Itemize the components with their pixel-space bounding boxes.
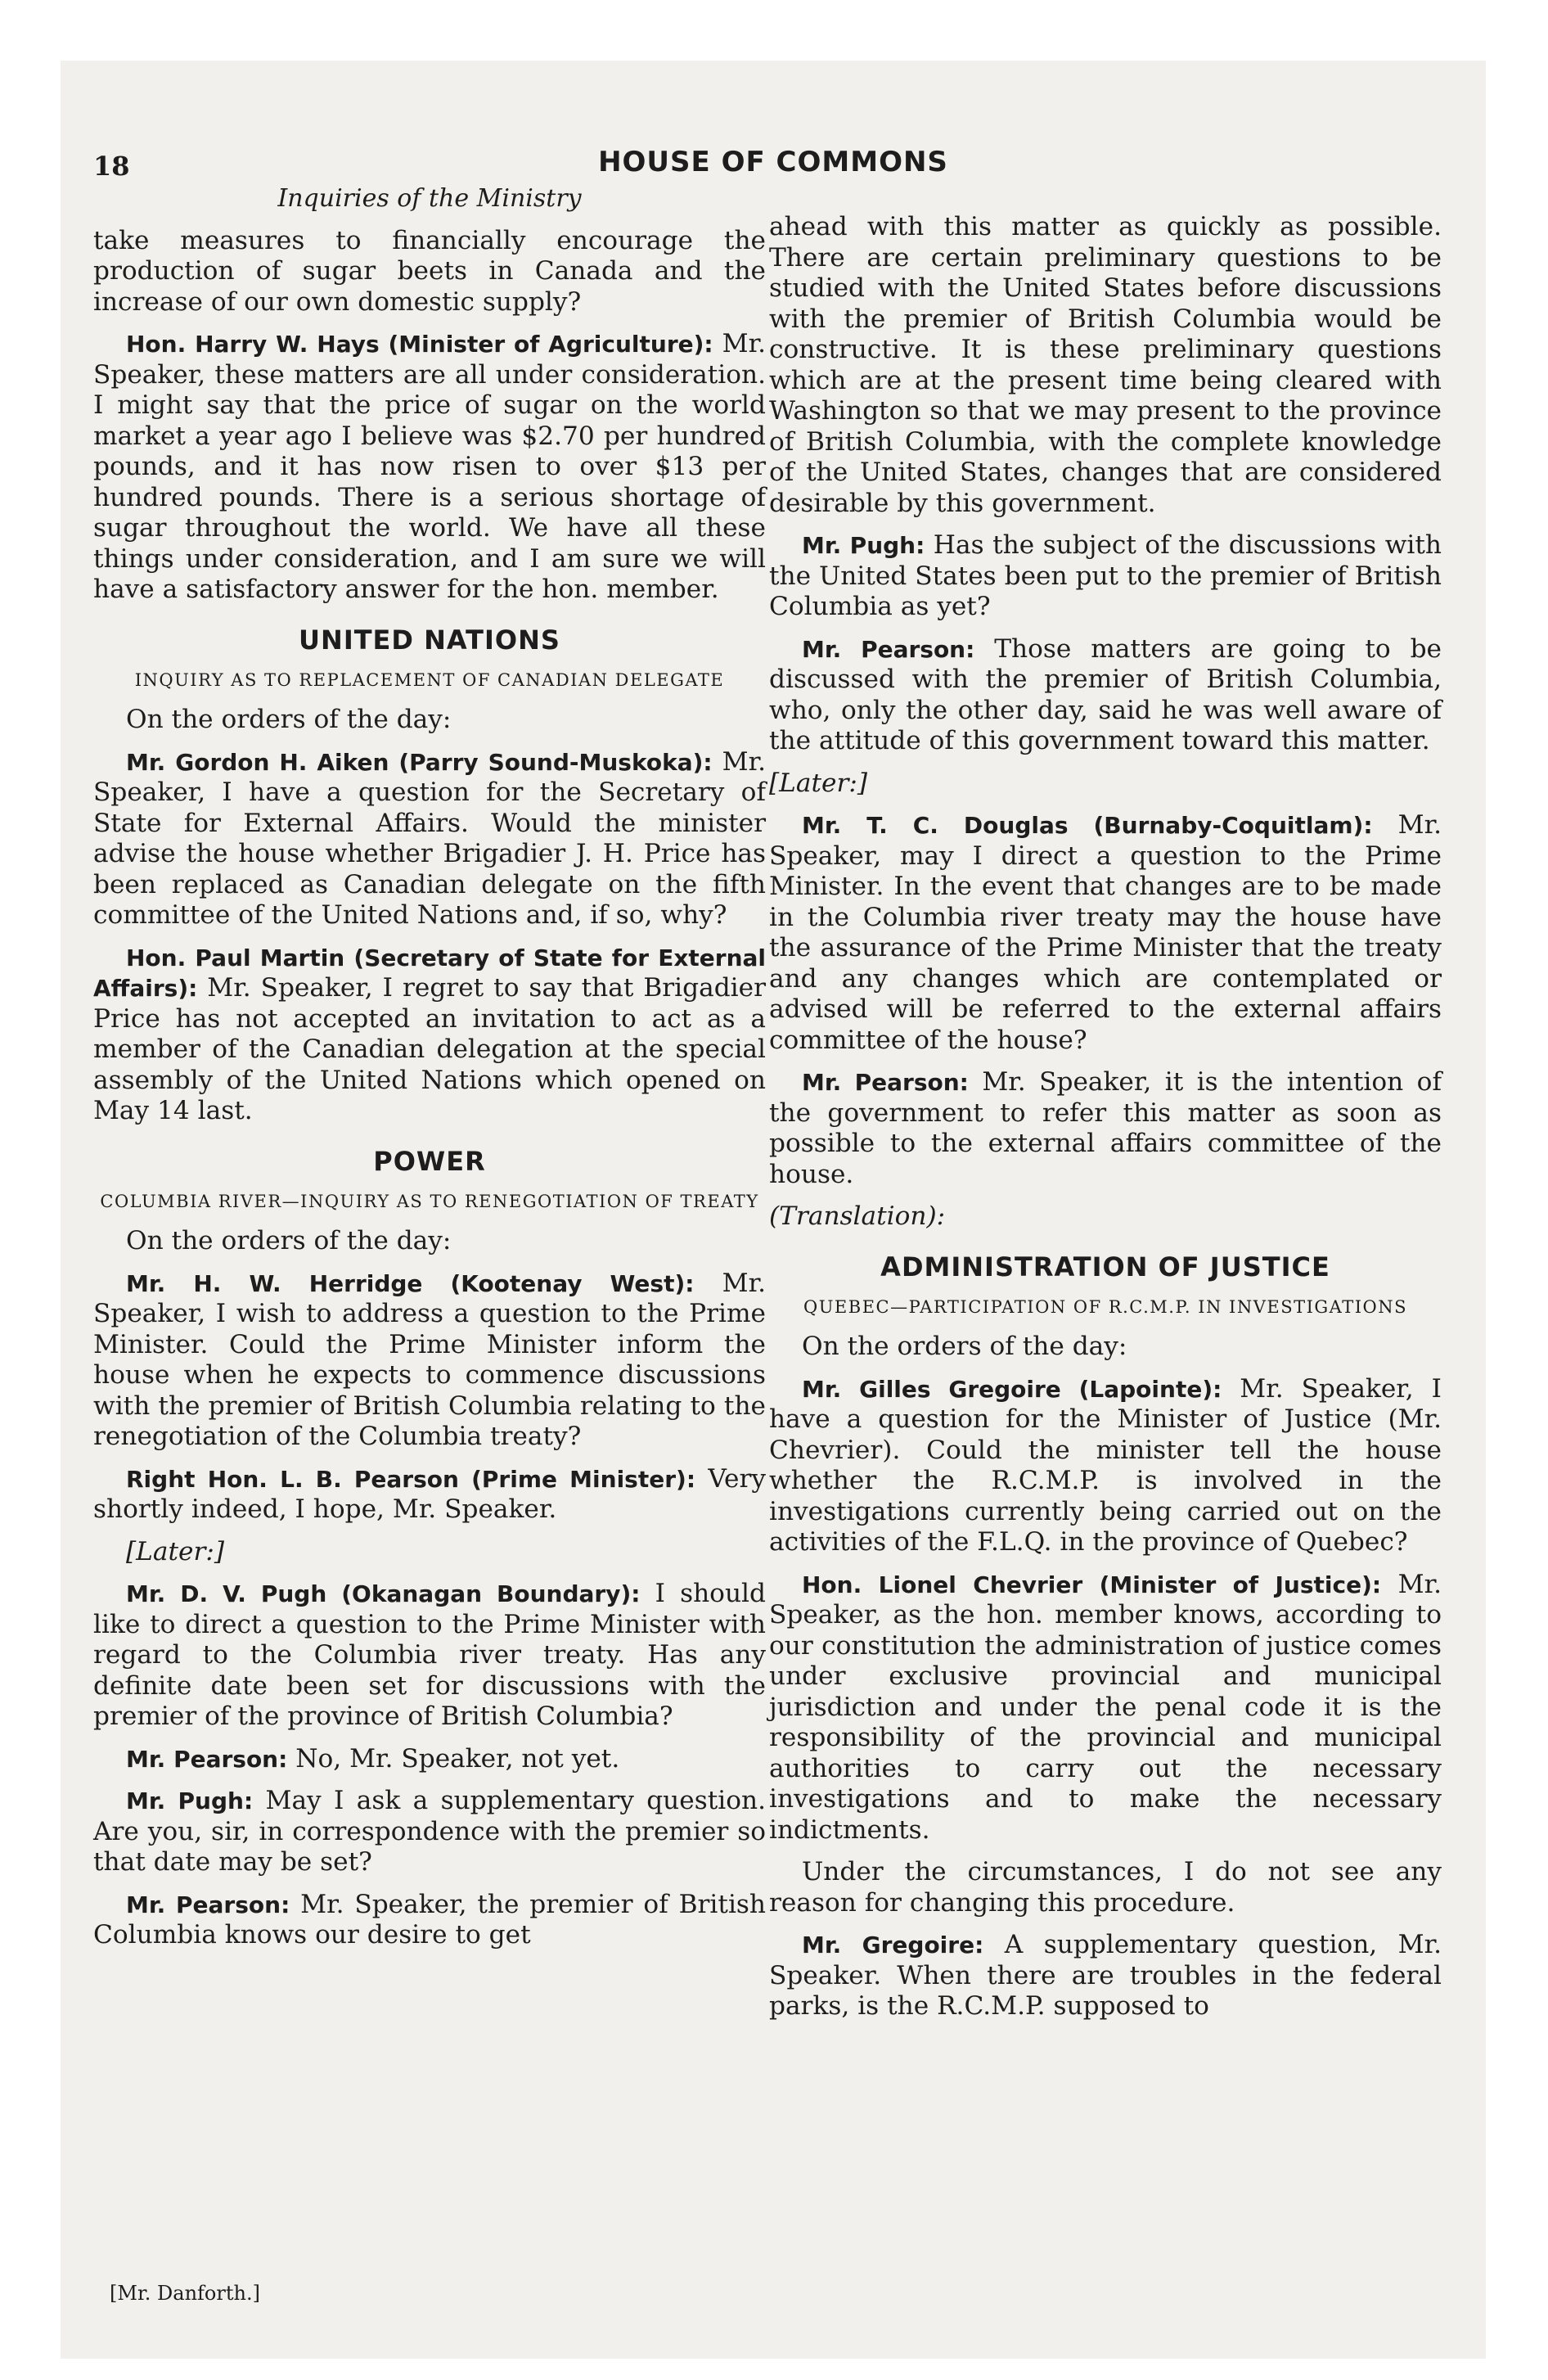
speech-text: Mr. Speaker, I regret to say that Brigadier Price has not accepted an invitation to act as a member of the Canadian delegation at the special assembly of the United Nations which opened on May 14 last. <box>93 973 766 1125</box>
speaker-name: Mr. Pugh: <box>126 1787 254 1814</box>
paragraph <box>769 1930 1442 2022</box>
later-marker: [Later:] <box>126 1536 225 1566</box>
speech-text: Very shortly indeed, I hope, Mr. Speaker. <box>93 1463 766 1524</box>
speaker-name: Mr. Gordon H. Aiken (Parry Sound-Muskoka): <box>126 748 713 776</box>
speaker-name: Mr. Pearson: <box>802 1069 969 1096</box>
speaker-name: Mr. Pearson: <box>802 635 975 663</box>
paragraph: take measures to financially encourage the production of sugar beets in Canada and the increase of our own domestic supply? <box>93 225 766 317</box>
page-number: 18 <box>93 151 130 182</box>
paragraph <box>93 329 766 606</box>
later-marker: [Later:] <box>769 768 868 798</box>
paragraph: On the orders of the day: <box>126 1226 452 1255</box>
paragraph <box>769 530 1442 623</box>
speaker-name: Hon. Harry W. Hays (Minister of Agriculture): <box>126 331 713 358</box>
paragraph <box>93 1890 766 1951</box>
paragraph <box>769 1067 1442 1190</box>
speech-text: A supplementary question, Mr. Speaker. When there are troubles in the federal parks, is the R.C.M.P. supposed to <box>769 1930 1442 2021</box>
sub-heading: COLUMBIA RIVER—INQUIRY AS TO RENEGOTIATION OF TREATY <box>100 1192 759 1211</box>
document-page <box>61 61 1486 2359</box>
paragraph <box>93 1269 766 1453</box>
translation-marker: (Translation): <box>769 1201 946 1231</box>
speech-text: Mr. Speaker, I wish to address a question to the Prime Minister. Could the Prime Minister inform the house when he expects to commence discussions with the premier of British Columbia relating to the renegotiation of the Columbia treaty? <box>93 1268 766 1451</box>
paragraph <box>93 1464 766 1526</box>
sub-heading: QUEBEC—PARTICIPATION OF R.C.M.P. IN INVESTIGATIONS <box>803 1297 1407 1317</box>
footer-note: [Mr. Danforth.] <box>110 2282 260 2305</box>
paragraph: ahead with this matter as quickly as possible. There are certain preliminary questions to be studied with the United States before discussions with the premier of British Columbia would be constructive. It is these preliminary questions which are at the present time being cleared with Washington so that we may present to the province of British Columbia, with the complete knowledge of the United States, changes that are considered desirable by this government. <box>769 212 1442 518</box>
speaker-name: Mr. Pearson: <box>126 1891 290 1918</box>
speech-text: Has the subject of the discussions with the United States been put to the premier of British Columbia as yet? <box>769 530 1442 621</box>
speaker-name: Hon. Lionel Chevrier (Minister of Justice): <box>802 1571 1382 1598</box>
speech-text: May I ask a supplementary question. Are you, sir, in correspondence with the premier so that date may be set? <box>93 1786 766 1877</box>
speech-text: Mr. Speaker, these matters are all under consideration. I might say that the price of sugar on the world market a year ago I believe was $2.70 per hundred pounds, and it has now risen to over $13 per hundred pounds. There is a serious shortage of sugar throughout the world. We have all these things under consideration, and I am sure we will have a satisfactory answer for the hon. member. <box>93 329 766 604</box>
running-head: HOUSE OF COMMONS <box>598 146 948 178</box>
speech-text: Mr. Speaker, the premier of British Columbia knows our desire to get <box>93 1889 767 1950</box>
paragraph <box>769 634 1442 757</box>
speech-text: Mr. Speaker, I have a question for the Minister of Justice (Mr. Chevrier). Could the minister tell the house whether the R.C.M.P. is involved in the investigations currently being carried out on the activities of the F.L.Q. in the province of Quebec? <box>769 1373 1442 1557</box>
paragraph <box>769 1570 1442 1846</box>
paragraph: Under the circumstances, I do not see any reason for changing this procedure. <box>769 1857 1442 1918</box>
speaker-name: Mr. Gregoire: <box>802 1931 984 1959</box>
speech-text: Mr. Speaker, as the hon. member knows, according to our constitution the administration of justice comes under exclusive provincial and municipal jurisdiction and under the penal code it is the responsibility of the provincial and municipal authorities to carry out the necessary investigations and to make the necessary indictments. <box>769 1569 1442 1845</box>
right-column <box>769 212 1442 2034</box>
sub-heading: INQUIRY AS TO REPLACEMENT OF CANADIAN DELEGATE <box>134 670 725 690</box>
speech-text: Those matters are going to be discussed with the premier of British Columbia, who, only the other day, said he was well aware of the attitude of this government toward this matter. <box>769 633 1442 755</box>
section-title: Inquiries of the Ministry <box>277 184 582 213</box>
speech-text: I should like to direct a question to the Prime Minister with regard to the Columbia river treaty. Has any definite date been set for discussions with the premier of the province of British Columbia? <box>93 1579 766 1731</box>
section-heading: POWER <box>373 1145 486 1177</box>
paragraph <box>769 1374 1442 1558</box>
paragraph <box>93 943 766 1127</box>
speaker-name: Right Hon. L. B. Pearson (Prime Minister): <box>126 1465 696 1493</box>
section-heading: UNITED NATIONS <box>299 624 560 656</box>
speaker-name: Mr. H. W. Herridge (Kootenay West): <box>126 1269 695 1297</box>
section-heading: ADMINISTRATION OF JUSTICE <box>880 1251 1330 1282</box>
speaker-name: Mr. Gilles Gregoire (Lapointe): <box>802 1375 1222 1403</box>
paragraph: On the orders of the day: <box>126 705 452 734</box>
paragraph <box>93 1744 766 1775</box>
paragraph <box>93 1579 766 1733</box>
paragraph: On the orders of the day: <box>802 1332 1127 1361</box>
speaker-name: Mr. T. C. Douglas (Burnaby-Coquitlam): <box>802 812 1373 839</box>
speaker-name: Mr. Pugh: <box>802 532 925 559</box>
paragraph <box>93 747 766 931</box>
speech-text: No, Mr. Speaker, not yet. <box>287 1743 620 1774</box>
speaker-name: Hon. Paul Martin (Secretary of State for External Affairs): <box>93 944 766 1002</box>
paragraph <box>93 1786 766 1878</box>
speaker-name: Mr. Pearson: <box>126 1745 288 1773</box>
speech-text: Mr. Speaker, I have a question for the Secretary of State for External Affairs. Would the minister advise the house whether Brigadier J. H. Price has been replaced as Canadian delegate on the fifth committee of the United Nations and, if so, why? <box>93 746 766 930</box>
speech-text: Mr. Speaker, may I direct a question to the Prime Minister. In the event that changes are to be made in the Columbia river treaty may the house have the assurance of the Prime Minister that the treaty and any changes which are contemplated or advised will be referred to the external affairs committee of the house? <box>769 810 1442 1055</box>
paragraph <box>769 810 1442 1056</box>
speech-text: Mr. Speaker, it is the intention of the government to refer this matter as soon as possible to the external affairs committee of the house. <box>769 1067 1442 1189</box>
speaker-name: Mr. D. V. Pugh (Okanagan Boundary): <box>126 1580 641 1607</box>
left-column <box>93 183 766 1963</box>
